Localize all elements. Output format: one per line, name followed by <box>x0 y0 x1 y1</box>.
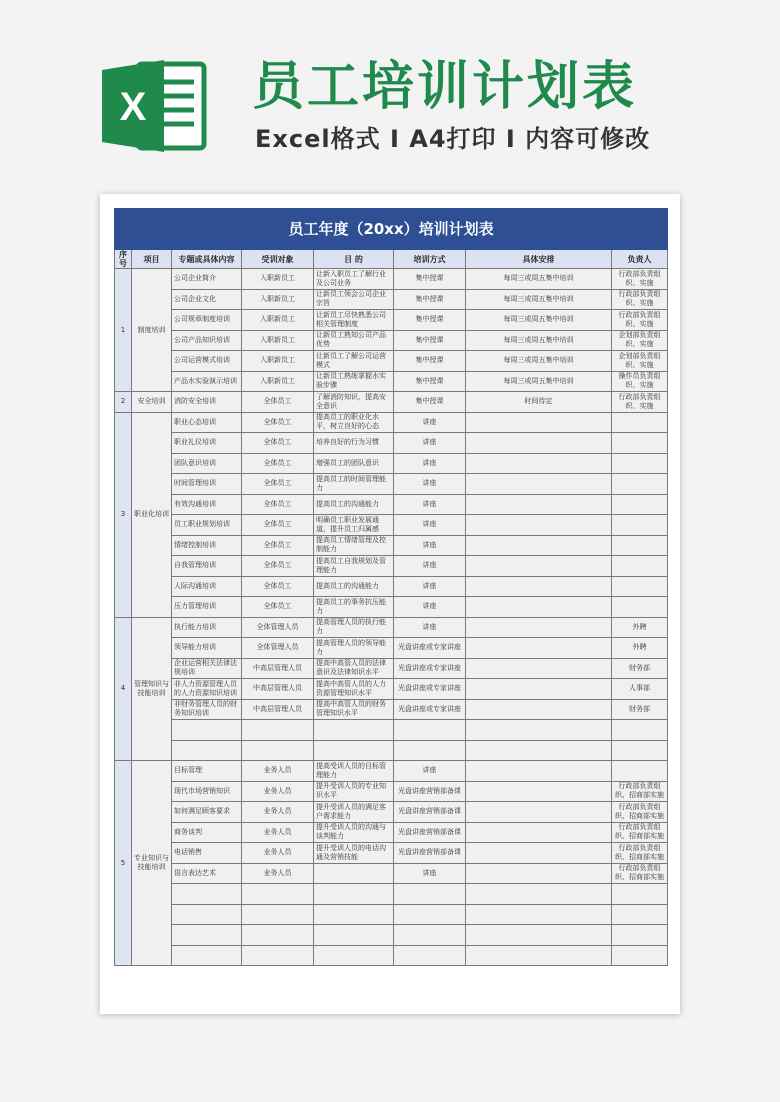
table-row <box>115 453 668 474</box>
cell-owner: 行政部负责组织、招商部实施 <box>612 843 668 864</box>
cell-schedule <box>466 453 612 474</box>
cell-method: 讲座 <box>394 597 466 618</box>
cell-schedule <box>466 515 612 536</box>
cell-topic: 时间管理培训 <box>172 474 242 495</box>
cell-owner: 行政部负责组织、招商部实施 <box>612 863 668 884</box>
cell-target <box>242 740 314 761</box>
table-row <box>115 904 668 925</box>
cell-target <box>242 884 314 905</box>
cell-owner <box>612 597 668 618</box>
cell-owner: 行政部负责组织、实施 <box>612 289 668 310</box>
cell-owner: 行政部负责组织、实施 <box>612 310 668 331</box>
cell-category: 职业化培训 <box>132 412 172 617</box>
cell-topic: 目标管理 <box>172 761 242 782</box>
cell-category: 制度培训 <box>132 269 172 392</box>
cell-purpose: 提高员工的时间管理能力 <box>314 474 394 495</box>
cell-owner <box>612 412 668 433</box>
training-plan-table <box>114 208 668 966</box>
cell-purpose: 提高管理人员的执行能力 <box>314 617 394 638</box>
cell-schedule: 每周三或周五集中培训 <box>466 371 612 392</box>
cell-method: 光盘讲座营销部备课 <box>394 843 466 864</box>
cell-target: 业务人员 <box>242 781 314 802</box>
cell-topic: 公司运营模式培训 <box>172 351 242 372</box>
cell-target: 业务人员 <box>242 802 314 823</box>
cell-target: 中高层管理人员 <box>242 658 314 679</box>
header-method: 培训方式 <box>394 250 466 269</box>
cell-target: 中高层管理人员 <box>242 699 314 720</box>
cell-method: 讲座 <box>394 556 466 577</box>
table-header-row <box>115 250 668 269</box>
cell-owner: 人事部 <box>612 679 668 700</box>
cell-target: 业务人员 <box>242 761 314 782</box>
cell-topic: 职业心态培训 <box>172 412 242 433</box>
table-row <box>115 843 668 864</box>
cell-schedule <box>466 474 612 495</box>
cell-purpose: 提升受训人员的满足客户需求能力 <box>314 802 394 823</box>
cell-topic: 企业运营相关法律法规培训 <box>172 658 242 679</box>
cell-purpose: 了解消防知识，提高安全意识 <box>314 392 394 413</box>
cell-schedule <box>466 904 612 925</box>
cell-method: 集中授课 <box>394 330 466 351</box>
cell-schedule <box>466 925 612 946</box>
cell-method: 光盘讲座营销部备课 <box>394 822 466 843</box>
cell-method: 集中授课 <box>394 289 466 310</box>
table-row <box>115 781 668 802</box>
table-row <box>115 392 668 413</box>
cell-schedule <box>466 658 612 679</box>
cell-topic: 员工职业规划培训 <box>172 515 242 536</box>
cell-owner: 行政部负责组织、招商部实施 <box>612 802 668 823</box>
cell-purpose <box>314 720 394 741</box>
cell-purpose: 让新员工了解公司运营模式 <box>314 351 394 372</box>
cell-method: 光盘讲座或专家讲座 <box>394 699 466 720</box>
cell-target: 入职新员工 <box>242 310 314 331</box>
cell-topic: 非人力资源管理人员的人力资源知识培训 <box>172 679 242 700</box>
cell-target: 全体员工 <box>242 494 314 515</box>
cell-target: 入职新员工 <box>242 289 314 310</box>
header-schedule: 具体安排 <box>466 250 612 269</box>
cell-purpose: 提升受训人员的电话沟通及营销技能 <box>314 843 394 864</box>
cell-schedule: 每周三或周五集中培训 <box>466 289 612 310</box>
cell-owner <box>612 761 668 782</box>
cell-schedule <box>466 699 612 720</box>
cell-purpose: 增强员工的团队意识 <box>314 453 394 474</box>
cell-method: 讲座 <box>394 617 466 638</box>
cell-schedule <box>466 863 612 884</box>
cell-schedule <box>466 617 612 638</box>
table-row <box>115 720 668 741</box>
cell-purpose: 让新入职员工了解行业及公司业务 <box>314 269 394 290</box>
cell-owner: 行政部负责组织、实施 <box>612 392 668 413</box>
cell-owner: 操作员负责组织、实施 <box>612 371 668 392</box>
cell-method <box>394 945 466 966</box>
table-row <box>115 494 668 515</box>
cell-topic <box>172 945 242 966</box>
cell-owner <box>612 904 668 925</box>
table-row <box>115 638 668 659</box>
cell-method: 集中授课 <box>394 310 466 331</box>
cell-purpose <box>314 925 394 946</box>
cell-target: 业务人员 <box>242 843 314 864</box>
cell-owner: 行政部负责组织、招商部实施 <box>612 822 668 843</box>
cell-owner <box>612 453 668 474</box>
table-row <box>115 330 668 351</box>
promo-title: 员工培训计划表 <box>252 57 638 117</box>
table-row <box>115 597 668 618</box>
cell-method: 讲座 <box>394 494 466 515</box>
cell-seq: 4 <box>115 617 132 761</box>
cell-owner <box>612 535 668 556</box>
cell-topic: 领导能力培训 <box>172 638 242 659</box>
cell-topic: 人际沟通培训 <box>172 576 242 597</box>
logo-letter: X <box>119 85 147 129</box>
header-target: 受训对象 <box>242 250 314 269</box>
cell-method: 光盘讲座营销部备课 <box>394 781 466 802</box>
cell-purpose <box>314 904 394 925</box>
cell-topic: 自我管理培训 <box>172 556 242 577</box>
cell-topic: 职业礼仪培训 <box>172 433 242 454</box>
cell-target: 全体员工 <box>242 576 314 597</box>
cell-topic: 团队意识培训 <box>172 453 242 474</box>
cell-method <box>394 904 466 925</box>
cell-schedule <box>466 576 612 597</box>
cell-target: 全体员工 <box>242 515 314 536</box>
cell-purpose: 提高员工的沟通能力 <box>314 494 394 515</box>
cell-topic <box>172 884 242 905</box>
cell-method: 集中授课 <box>394 351 466 372</box>
cell-schedule <box>466 433 612 454</box>
cell-target <box>242 904 314 925</box>
cell-method: 集中授课 <box>394 371 466 392</box>
cell-purpose: 提高管理人员的领导能力 <box>314 638 394 659</box>
cell-purpose: 提高员工的职业化水平，树立良好的心态 <box>314 412 394 433</box>
cell-topic: 公司产品知识培训 <box>172 330 242 351</box>
cell-purpose: 让新员工熟练掌握水实验步骤 <box>314 371 394 392</box>
table-row <box>115 269 668 290</box>
header-owner: 负责人 <box>612 250 668 269</box>
table-row <box>115 761 668 782</box>
cell-owner: 外聘 <box>612 617 668 638</box>
cell-target: 业务人员 <box>242 863 314 884</box>
cell-target: 入职新员工 <box>242 371 314 392</box>
cell-schedule <box>466 597 612 618</box>
table-row <box>115 802 668 823</box>
cell-target: 全体员工 <box>242 597 314 618</box>
table-row <box>115 310 668 331</box>
cell-owner <box>612 740 668 761</box>
cell-schedule <box>466 843 612 864</box>
cell-purpose <box>314 884 394 905</box>
cell-target: 入职新员工 <box>242 330 314 351</box>
cell-schedule <box>466 802 612 823</box>
cell-target <box>242 720 314 741</box>
table-row <box>115 925 668 946</box>
cell-topic: 公司企业文化 <box>172 289 242 310</box>
cell-purpose: 提高员工情绪管理及控制能力 <box>314 535 394 556</box>
excel-logo-icon <box>98 56 210 156</box>
cell-purpose: 提升受训人员的专业知识水平 <box>314 781 394 802</box>
cell-owner: 企划部负责组织、实施 <box>612 351 668 372</box>
cell-schedule <box>466 945 612 966</box>
cell-purpose: 培养良好的行为习惯 <box>314 433 394 454</box>
cell-purpose: 提高中高管人员的人力资源管理知识水平 <box>314 679 394 700</box>
cell-purpose: 让新员工领会公司企业宗旨 <box>314 289 394 310</box>
cell-purpose: 提高员工自我规划及管理能力 <box>314 556 394 577</box>
header-purpose: 目 的 <box>314 250 394 269</box>
cell-method: 集中授课 <box>394 392 466 413</box>
table-title-row <box>115 209 668 250</box>
cell-target: 全体员工 <box>242 412 314 433</box>
cell-seq: 3 <box>115 412 132 617</box>
cell-target: 全体管理人员 <box>242 617 314 638</box>
cell-schedule: 每周三或周五集中培训 <box>466 310 612 331</box>
cell-purpose: 提高员工的沟通能力 <box>314 576 394 597</box>
table-row <box>115 617 668 638</box>
table-row <box>115 351 668 372</box>
cell-owner <box>612 474 668 495</box>
promo-subtitle: Excel格式 I A4打印 I 内容可修改 <box>255 125 651 153</box>
cell-purpose: 提高中高管人员的财务管理知识水平 <box>314 699 394 720</box>
table-row <box>115 576 668 597</box>
header-topic: 专题或具体内容 <box>172 250 242 269</box>
table-row <box>115 699 668 720</box>
cell-purpose: 提高员工的事务抗压能力 <box>314 597 394 618</box>
cell-owner <box>612 720 668 741</box>
cell-schedule: 时间待定 <box>466 392 612 413</box>
cell-schedule <box>466 781 612 802</box>
cell-target: 入职新员工 <box>242 269 314 290</box>
cell-target <box>242 925 314 946</box>
table-row <box>115 740 668 761</box>
cell-schedule <box>466 412 612 433</box>
cell-method: 讲座 <box>394 863 466 884</box>
cell-target <box>242 945 314 966</box>
cell-purpose: 提高中高管人员的法律意识及法律知识水平 <box>314 658 394 679</box>
cell-method: 光盘讲座或专家讲座 <box>394 638 466 659</box>
cell-topic: 电话销售 <box>172 843 242 864</box>
cell-target: 全体管理人员 <box>242 638 314 659</box>
cell-method: 光盘讲座营销部备课 <box>394 802 466 823</box>
cell-schedule <box>466 556 612 577</box>
cell-target: 全体员工 <box>242 453 314 474</box>
cell-purpose: 明确员工职业发展通道，提升员工归属感 <box>314 515 394 536</box>
table-row <box>115 433 668 454</box>
cell-seq: 1 <box>115 269 132 392</box>
table-row <box>115 884 668 905</box>
cell-owner: 行政部负责组织、实施 <box>612 269 668 290</box>
table-row <box>115 945 668 966</box>
cell-topic: 语言表达艺术 <box>172 863 242 884</box>
table-row <box>115 412 668 433</box>
cell-purpose: 让新员工熟知公司产品优势 <box>314 330 394 351</box>
cell-topic: 非财务管理人员的财务知识培训 <box>172 699 242 720</box>
cell-owner: 外聘 <box>612 638 668 659</box>
cell-method: 讲座 <box>394 433 466 454</box>
cell-method: 讲座 <box>394 535 466 556</box>
cell-schedule <box>466 494 612 515</box>
cell-owner: 财务部 <box>612 658 668 679</box>
table-row <box>115 863 668 884</box>
cell-schedule <box>466 884 612 905</box>
table-row <box>115 679 668 700</box>
header-category: 项目 <box>132 250 172 269</box>
cell-category: 管理知识与技能培训 <box>132 617 172 761</box>
cell-schedule <box>466 720 612 741</box>
cell-schedule <box>466 822 612 843</box>
cell-target: 全体员工 <box>242 474 314 495</box>
cell-purpose: 提升受训人员的沟通与谈判能力 <box>314 822 394 843</box>
cell-topic: 如何满足顾客要求 <box>172 802 242 823</box>
table-row <box>115 371 668 392</box>
cell-seq: 2 <box>115 392 132 413</box>
cell-owner <box>612 556 668 577</box>
cell-method: 光盘讲座或专家讲座 <box>394 679 466 700</box>
table-row <box>115 535 668 556</box>
cell-method: 讲座 <box>394 515 466 536</box>
table-row <box>115 822 668 843</box>
cell-owner <box>612 925 668 946</box>
cell-topic <box>172 904 242 925</box>
cell-target: 入职新员工 <box>242 351 314 372</box>
cell-topic <box>172 740 242 761</box>
cell-method: 讲座 <box>394 453 466 474</box>
cell-purpose <box>314 945 394 966</box>
cell-method <box>394 720 466 741</box>
cell-method <box>394 925 466 946</box>
cell-method: 讲座 <box>394 412 466 433</box>
cell-owner: 行政部负责组织、招商部实施 <box>612 781 668 802</box>
cell-method: 光盘讲座或专家讲座 <box>394 658 466 679</box>
cell-purpose <box>314 740 394 761</box>
cell-target: 全体员工 <box>242 392 314 413</box>
cell-owner <box>612 515 668 536</box>
cell-purpose: 让新员工尽快熟悉公司相关管理制度 <box>314 310 394 331</box>
cell-target: 全体员工 <box>242 535 314 556</box>
cell-topic: 公司企业简介 <box>172 269 242 290</box>
cell-target: 全体员工 <box>242 433 314 454</box>
cell-topic: 有效沟通培训 <box>172 494 242 515</box>
cell-topic: 产品水实验演示培训 <box>172 371 242 392</box>
cell-method: 讲座 <box>394 761 466 782</box>
cell-schedule: 每周三或周五集中培训 <box>466 351 612 372</box>
cell-category: 安全培训 <box>132 392 172 413</box>
cell-topic: 压力管理培训 <box>172 597 242 618</box>
cell-owner: 财务部 <box>612 699 668 720</box>
cell-owner <box>612 433 668 454</box>
cell-method <box>394 740 466 761</box>
cell-method: 集中授课 <box>394 269 466 290</box>
cell-schedule <box>466 638 612 659</box>
cell-topic: 公司规章制度培训 <box>172 310 242 331</box>
cell-topic: 情绪控制培训 <box>172 535 242 556</box>
cell-owner <box>612 494 668 515</box>
cell-owner <box>612 884 668 905</box>
cell-schedule <box>466 679 612 700</box>
table-row <box>115 658 668 679</box>
cell-schedule: 每周三或周五集中培训 <box>466 269 612 290</box>
cell-owner <box>612 576 668 597</box>
cell-target: 中高层管理人员 <box>242 679 314 700</box>
cell-topic: 现代市场营销知识 <box>172 781 242 802</box>
table-title: 员工年度（20xx）培训计划表 <box>115 209 668 250</box>
cell-schedule <box>466 740 612 761</box>
cell-schedule <box>466 535 612 556</box>
cell-topic: 商务谈判 <box>172 822 242 843</box>
cell-owner: 企划部负责组织、实施 <box>612 330 668 351</box>
cell-target: 全体员工 <box>242 556 314 577</box>
cell-topic <box>172 925 242 946</box>
cell-purpose: 提高受训人员的目标管理能力 <box>314 761 394 782</box>
table-row <box>115 515 668 536</box>
table-row <box>115 289 668 310</box>
cell-schedule <box>466 761 612 782</box>
cell-method: 讲座 <box>394 474 466 495</box>
cell-seq: 5 <box>115 761 132 966</box>
table-row <box>115 474 668 495</box>
cell-method: 讲座 <box>394 576 466 597</box>
cell-method <box>394 884 466 905</box>
table-row <box>115 556 668 577</box>
cell-topic <box>172 720 242 741</box>
cell-topic: 执行能力培训 <box>172 617 242 638</box>
cell-purpose <box>314 863 394 884</box>
cell-topic: 消防安全培训 <box>172 392 242 413</box>
cell-owner <box>612 945 668 966</box>
cell-target: 业务人员 <box>242 822 314 843</box>
cell-category: 专业知识与技能培训 <box>132 761 172 966</box>
header-seq: 序号 <box>115 250 132 269</box>
cell-schedule: 每周三或周五集中培训 <box>466 330 612 351</box>
